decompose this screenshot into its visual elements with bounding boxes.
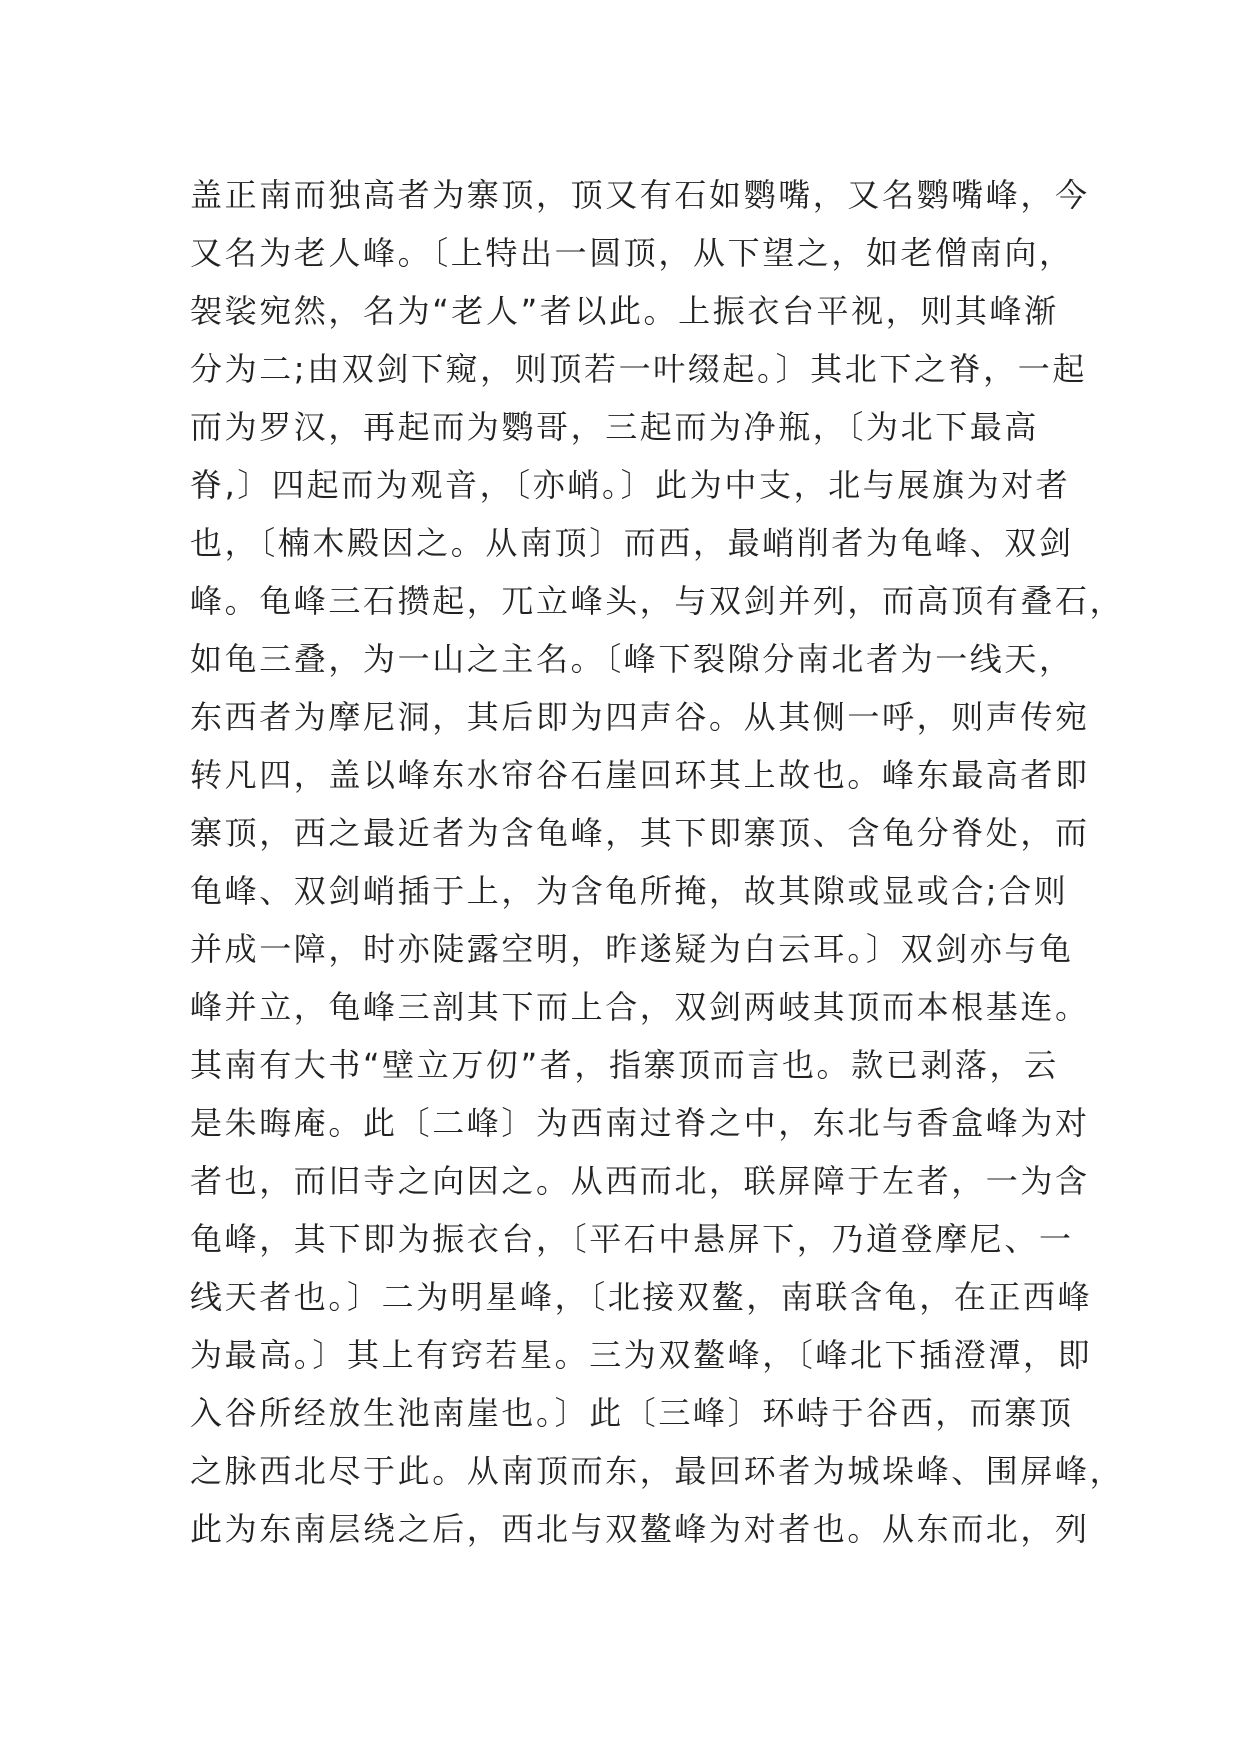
text-line: 转凡四，盖以峰东水帘谷石崖回环其上故也。峰东最高者即 xyxy=(190,756,1090,794)
text-line: 入谷所经放生池南崖也。〕此〔三峰〕环峙于谷西，而寨顶 xyxy=(190,1394,1074,1432)
text-line: 而为罗汉，再起而为鹦哥，三起而为净瓶，〔为北下最高 xyxy=(190,408,1040,446)
body-text xyxy=(190,166,1125,1558)
text-line: 龟峰、双剑峭插于上，为含龟所掩，故其隙或显或合;合则 xyxy=(190,872,1069,910)
text-line: 为最高。〕其上有窍若星。三为双鳌峰，〔峰北下插澄潭，即 xyxy=(190,1336,1093,1374)
text-line: 者也，而旧寺之向因之。从西而北，联屏障于左者，一为含 xyxy=(190,1162,1090,1200)
text-line: 之脉西北尽于此。从南顶而东，最回环者为城垛峰、围屏峰， xyxy=(190,1452,1125,1490)
text-line: 龟峰，其下即为振衣台，〔平石中悬屏下，乃道登摩尼、一 xyxy=(190,1220,1074,1258)
text-line: 如龟三叠，为一山之主名。〔峰下裂隙分南北者为一线天， xyxy=(190,640,1074,678)
text-line: 盖正南而独高者为寨顶，顶又有石如鹦嘴，又名鹦嘴峰，今 xyxy=(190,176,1090,214)
text-line: 其南有大书“壁立万仞”者，指寨顶而言也。款已剥落，云 xyxy=(190,1046,1059,1084)
text-line: 峰。龟峰三石攒起，兀立峰头，与双剑并列，而高顶有叠石， xyxy=(190,582,1125,620)
text-line: 峰并立，龟峰三剖其下而上合，双剑两岐其顶而本根基连。 xyxy=(190,988,1090,1026)
text-line: 脊,〕四起而为观音，〔亦峭。〕此为中支，北与展旗为对者 xyxy=(190,466,1071,504)
text-line: 此为东南层绕之后，西北与双鳌峰为对者也。从东而北，列 xyxy=(190,1510,1090,1548)
text-line: 是朱晦庵。此〔二峰〕为西南过脊之中，东北与香盒峰为对 xyxy=(190,1104,1090,1142)
text-line: 东西者为摩尼洞，其后即为四声谷。从其侧一呼，则声传宛 xyxy=(190,698,1090,736)
text-line: 袈裟宛然，名为“老人”者以此。上振衣台平视，则其峰渐 xyxy=(190,292,1059,330)
text-line: 线天者也。〕二为明星峰，〔北接双鳌，南联含龟，在正西峰 xyxy=(190,1278,1093,1316)
text-line: 也，〔楠木殿因之。从南顶〕而西，最峭削者为龟峰、双剑 xyxy=(190,524,1074,562)
text-line: 寨顶，西之最近者为含龟峰，其下即寨顶、含龟分脊处，而 xyxy=(190,814,1090,852)
text-line: 又名为老人峰。〔上特出一圆顶，从下望之，如老僧南向， xyxy=(190,234,1074,272)
text-line: 分为二;由双剑下窥，则顶若一叶缀起。〕其北下之脊，一起 xyxy=(190,350,1087,388)
text-line: 并成一障，时亦陡露空明，昨遂疑为白云耳。〕双剑亦与龟 xyxy=(190,930,1074,968)
